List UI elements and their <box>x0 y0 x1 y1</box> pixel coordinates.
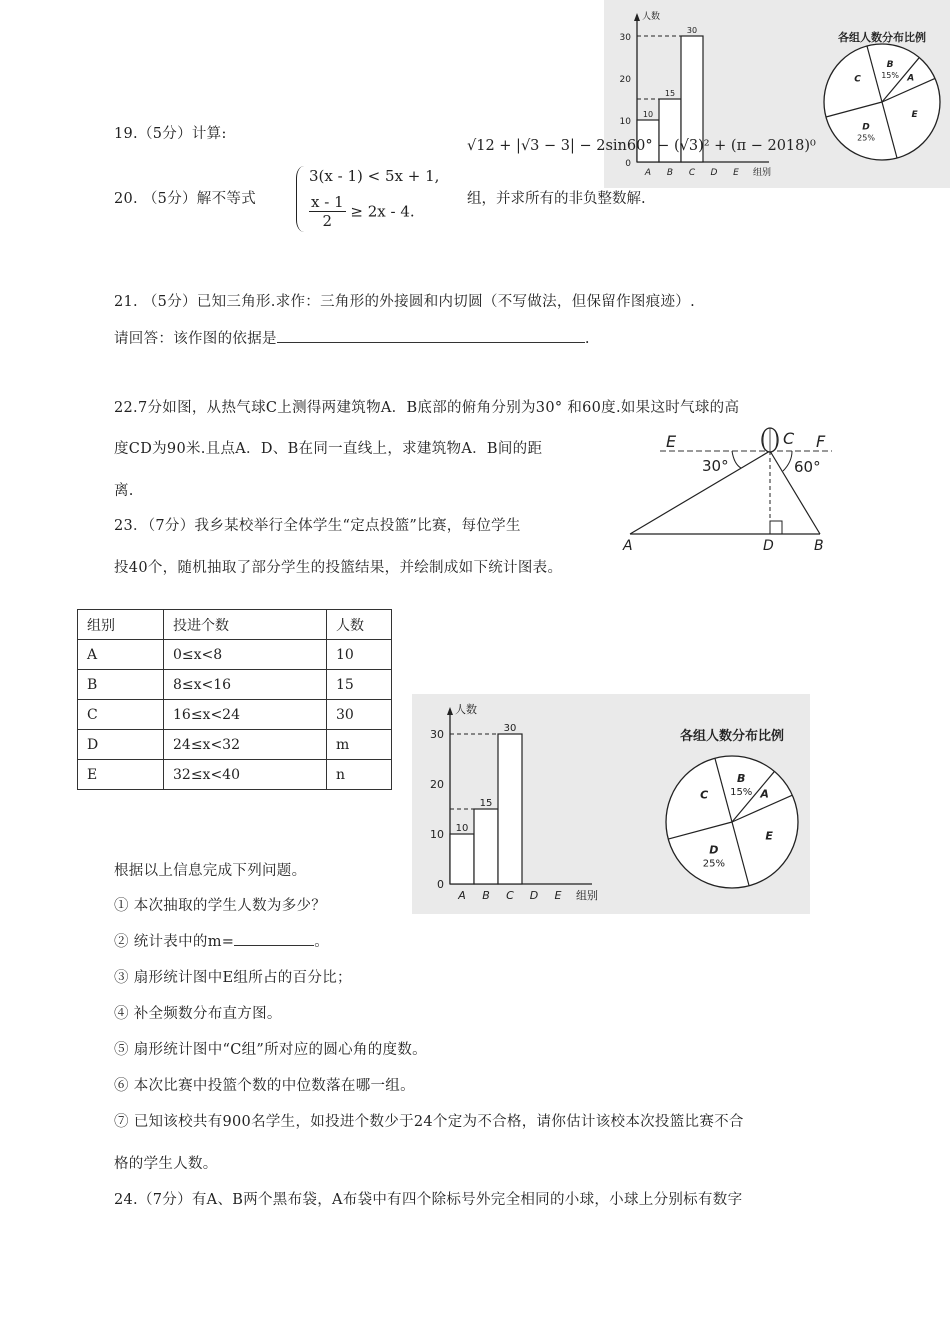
table-cell: 16≤x<24 <box>164 700 327 730</box>
y-axis-arrow <box>447 707 453 715</box>
q23-item-7b: 格的学生人数。 <box>114 1156 218 1172</box>
balloon-figure <box>620 420 850 556</box>
pie-slice-label-D: D <box>709 843 719 857</box>
q23-item-6: ⑥ 本次比赛中投篮个数的中位数落在哪一组。 <box>114 1078 415 1094</box>
q20-suffix: 组，并求所有的非负整数解. <box>467 191 646 207</box>
table-row <box>78 760 392 790</box>
q20-inequality-1: 3(x - 1) < 5x + 1, <box>309 167 440 185</box>
q21-line1: 21. （5分）已知三角形.求作：三角形的外接圆和内切圆（不写做法，但保留作图痕迹）. <box>114 294 696 310</box>
table-header-cell: 投进个数 <box>164 610 327 640</box>
q23-line1: 23．（7分）我乡某校举行全体学生“定点投篮”比赛，每位学生 <box>114 518 521 534</box>
q20-prefix: 20. （5分）解不等式 <box>114 191 256 207</box>
q22-line1: 22.7分如图，从热气球C上测得两建筑物A．B底部的俯角分别为30° 和60度.如果这时气球的高 <box>114 400 740 416</box>
pie-slice-label-E: E <box>911 110 918 121</box>
q19-label: 19.（5分）计算: <box>114 126 227 142</box>
pie-slice-value-B: 15% <box>881 70 899 80</box>
table-header-cell: 人数 <box>327 610 392 640</box>
label-F: F <box>816 432 826 451</box>
x-tick-label: B <box>482 889 490 902</box>
table-cell: 8≤x<16 <box>164 670 327 700</box>
x-axis-label: 组别 <box>576 889 598 902</box>
q23-item-5: ⑤ 扇形统计图中“C组”所对应的圆心角的度数。 <box>114 1042 427 1058</box>
main-chart-panel <box>412 694 810 914</box>
table-row <box>78 700 392 730</box>
q19-expression: √12 + |√3 − 3| − 2sin60° − (√3)² + (π − 2018)⁰ <box>467 138 816 154</box>
q20-fraction <box>309 193 346 230</box>
table-cell: n <box>327 760 392 790</box>
x-tick-label: E <box>733 168 739 178</box>
bar-data-label: 15 <box>664 89 676 98</box>
table-cell: B <box>78 670 164 700</box>
table-cell: E <box>78 760 164 790</box>
q21-answer-blank[interactable] <box>277 342 585 343</box>
q20-frac-den: 2 <box>322 212 333 230</box>
label-B: B <box>814 538 824 554</box>
y-tick-label: 0 <box>437 878 444 891</box>
pie-title: 各组人数分布比例 <box>838 31 926 44</box>
pie-slice-label-A: A <box>760 787 769 801</box>
x-tick-label: C <box>506 889 514 902</box>
q21-line2-suffix: . <box>584 331 590 347</box>
q24-line1: 24.（7分）有A、B两个黑布袋，A布袋中有四个除标号外完全相同的小球，小球上分别标有数字 <box>114 1192 743 1208</box>
table-row <box>78 670 392 700</box>
q22-line2: 度CD为90米.且点A．D、B在同一直线上，求建筑物A．B间的距 <box>114 441 543 457</box>
angle-arc-right <box>783 451 792 471</box>
table-cell: A <box>78 640 164 670</box>
table-cell: 30 <box>327 700 392 730</box>
q20-inequality-2 <box>309 193 415 230</box>
line-CA <box>630 451 770 534</box>
table-cell: 15 <box>327 670 392 700</box>
x-axis-label: 组别 <box>753 168 772 178</box>
x-tick-label: D <box>529 889 539 902</box>
label-angle-60: 60° <box>794 458 821 476</box>
main-histogram <box>412 694 810 914</box>
bar-data-label: 15 <box>479 798 493 809</box>
pie-title: 各组人数分布比例 <box>679 729 785 744</box>
table-cell: 0≤x<8 <box>164 640 327 670</box>
x-tick-label: B <box>666 168 674 178</box>
top-histogram <box>604 0 950 188</box>
bar-data-label: 10 <box>642 110 654 119</box>
pie-slice-label-A: A <box>907 73 915 84</box>
label-C: C <box>783 429 795 448</box>
q20-brace <box>296 166 305 232</box>
q23-item-1: ① 本次抽取的学生人数为多少？ <box>114 898 327 914</box>
y-axis-arrow <box>634 13 640 21</box>
table-row <box>78 640 392 670</box>
x-tick-label: A <box>458 889 466 902</box>
q23-item-2-text: ② 统计表中的m= <box>114 934 235 950</box>
angle-arc-left <box>732 451 741 468</box>
q23-line2: 投40个，随机抽取了部分学生的投篮结果，并绘制成如下统计图表。 <box>114 560 563 576</box>
table-cell: m <box>327 730 392 760</box>
label-D: D <box>763 538 774 554</box>
y-tick-label: 10 <box>619 117 631 127</box>
q23-intro: 根据以上信息完成下列问题。 <box>114 863 307 879</box>
y-tick-label: 30 <box>430 728 444 741</box>
m-answer-blank[interactable] <box>234 945 314 946</box>
bar-data-label: 10 <box>455 823 469 834</box>
table-cell: 32≤x<40 <box>164 760 327 790</box>
label-angle-30: 30° <box>702 457 729 475</box>
q22-line3: 离. <box>114 483 134 499</box>
pie-slice-value-B: 15% <box>730 787 753 799</box>
pie-slice-label-C: C <box>700 788 709 802</box>
q23-item-4: ④ 补全频数分布直方图。 <box>114 1006 282 1022</box>
bar-A <box>450 834 474 884</box>
right-angle-mark <box>770 521 782 534</box>
bar-C <box>498 734 522 884</box>
q23-item-2 <box>114 930 329 951</box>
label-A: A <box>623 538 633 554</box>
bar-data-label: 30 <box>503 723 517 734</box>
pie-slice-value-D: 25% <box>857 133 875 143</box>
pie-slice-label-B: B <box>886 59 894 70</box>
pie-slice-value-D: 25% <box>702 858 725 870</box>
x-tick-label: E <box>554 889 562 902</box>
pie-slice-label-D: D <box>862 122 870 133</box>
q23-item-3: ③ 扇形统计图中E组所占的百分比； <box>114 970 352 986</box>
q23-item-2-suffix: 。 <box>314 934 330 950</box>
bar-B <box>474 809 498 884</box>
y-tick-label: 0 <box>625 159 631 169</box>
table-header-cell: 组别 <box>78 610 164 640</box>
table-cell: D <box>78 730 164 760</box>
q21-line2 <box>114 327 590 348</box>
x-tick-label: A <box>644 168 652 178</box>
x-tick-label: D <box>710 168 718 178</box>
table-cell: C <box>78 700 164 730</box>
y-tick-label: 20 <box>430 778 444 791</box>
q23-item-7: ⑦ 已知该校共有900名学生，如投进个数少于24个定为不合格，请你估计该校本次投篮比赛不合 <box>114 1114 744 1130</box>
label-E: E <box>666 432 677 451</box>
bar-data-label: 30 <box>686 26 698 35</box>
top-chart-panel <box>604 0 950 188</box>
y-axis-label: 人数 <box>642 12 661 22</box>
pie-slice-label-B: B <box>737 772 746 786</box>
table-header-row <box>78 610 392 640</box>
y-tick-label: 30 <box>619 33 631 43</box>
stats-table <box>77 609 392 790</box>
pie-slice-label-C: C <box>854 74 861 85</box>
x-tick-label: C <box>688 168 696 178</box>
q20-frac-num: x - 1 <box>311 193 344 211</box>
y-tick-label: 10 <box>430 828 444 841</box>
pie-slice-label-E: E <box>765 829 773 843</box>
y-axis-label: 人数 <box>455 703 477 716</box>
y-tick-label: 20 <box>619 75 631 85</box>
table-cell: 24≤x<32 <box>164 730 327 760</box>
table-cell: 10 <box>327 640 392 670</box>
q21-line2-prefix: 请回答：该作图的依据是 <box>114 331 277 347</box>
table-row <box>78 730 392 760</box>
q20-ineq2-rest: ≥ 2x - 4. <box>350 202 415 221</box>
